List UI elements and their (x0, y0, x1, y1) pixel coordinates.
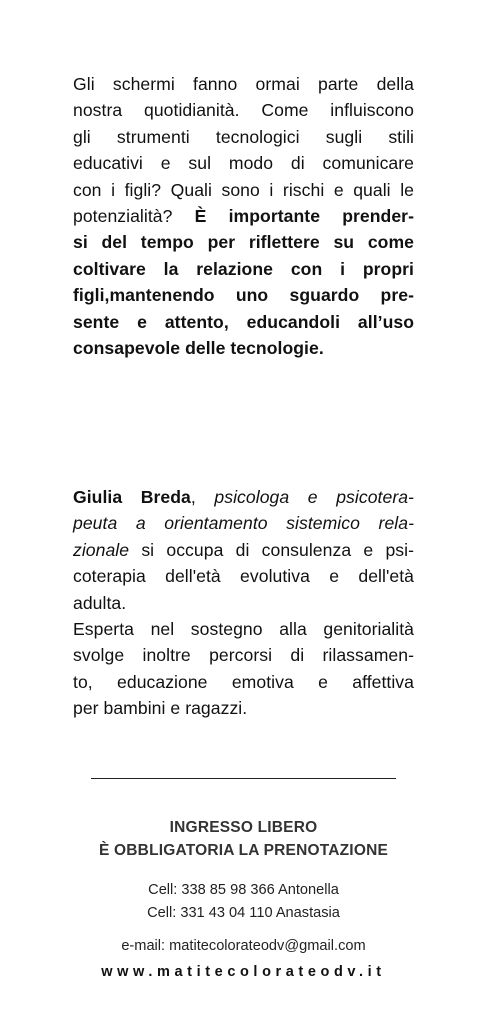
text-segment: psicologa e psicotera- (214, 487, 414, 507)
text-segment: con i figli? Quali sono i rischi e quali le (73, 179, 414, 200)
text-segment: adulta. (73, 592, 127, 613)
text-segment: Gli schermi fanno ormai parte della (73, 74, 414, 94)
text-segment: coterapia dell'età evolutiva e dell'età (73, 566, 414, 587)
text-segment: coltivare la relazione con i propri (73, 258, 414, 279)
email-contact: e-mail: matitecolorateodv@gmail.com (121, 938, 366, 954)
website-link[interactable]: www.matitecolorateodv.it (101, 964, 386, 980)
free-entry-label: INGRESSO LIBERO (169, 819, 318, 836)
text-segment: È importante prender- (194, 205, 414, 226)
text-segment: sente e attento, educandoli all’uso (73, 311, 414, 332)
text-segment: Giulia Breda (73, 487, 191, 507)
phone-contact-anastasia: Cell: 331 43 04 110 Anastasia (147, 905, 340, 921)
text-segment: peuta a orientamento sistemico rela- (73, 513, 414, 534)
text-segment: zionale (73, 539, 130, 560)
phone-contacts (0, 879, 487, 925)
booking-required-label: È OBBLIGATORIA LA PRENOTAZIONE (98, 842, 389, 859)
text-line (73, 282, 414, 308)
text-line (73, 203, 414, 229)
text-line (73, 177, 414, 203)
text-segment: figli,mantenendo uno sguardo pre- (73, 285, 414, 306)
text-line (73, 590, 414, 616)
text-segment: to, educazione emotiva e affettiva (73, 671, 414, 692)
author-bio-paragraph (73, 484, 414, 722)
text-line (73, 256, 414, 282)
text-segment: potenzialità? (73, 205, 195, 226)
admission-notice (0, 816, 487, 862)
text-line (73, 616, 414, 642)
text-line (73, 97, 414, 123)
text-line (73, 642, 414, 668)
text-line (73, 563, 414, 589)
text-segment: si occupa di consulenza e psi- (129, 539, 414, 560)
text-line (73, 484, 414, 510)
text-line (73, 510, 414, 536)
text-line (73, 71, 414, 97)
text-line (73, 335, 414, 361)
text-segment: nostra quotidianità. Come influiscono (73, 100, 414, 121)
intro-paragraph (73, 71, 414, 361)
text-segment: svolge inoltre percorsi di rilassamen- (73, 645, 414, 666)
text-segment: si del tempo per riflettere su come (73, 232, 414, 253)
text-segment: consapevole delle tecnologie. (73, 337, 324, 358)
phone-contact-antonella: Cell: 338 85 98 366 Antonella (148, 882, 339, 898)
text-line (73, 150, 414, 176)
text-segment: gli strumenti tecnologici sugli stili (73, 126, 414, 147)
text-line (73, 695, 414, 721)
text-line (73, 124, 414, 150)
text-line (73, 669, 414, 695)
text-segment: educativi e sul modo di comunicare (73, 153, 414, 174)
text-line (73, 229, 414, 255)
divider-line (91, 778, 396, 779)
text-segment: , (190, 487, 215, 507)
text-segment: per bambini e ragazzi. (73, 698, 248, 719)
text-line (73, 309, 414, 335)
text-line (73, 537, 414, 563)
text-segment: Esperta nel sostegno alla genitorialità (73, 618, 414, 639)
